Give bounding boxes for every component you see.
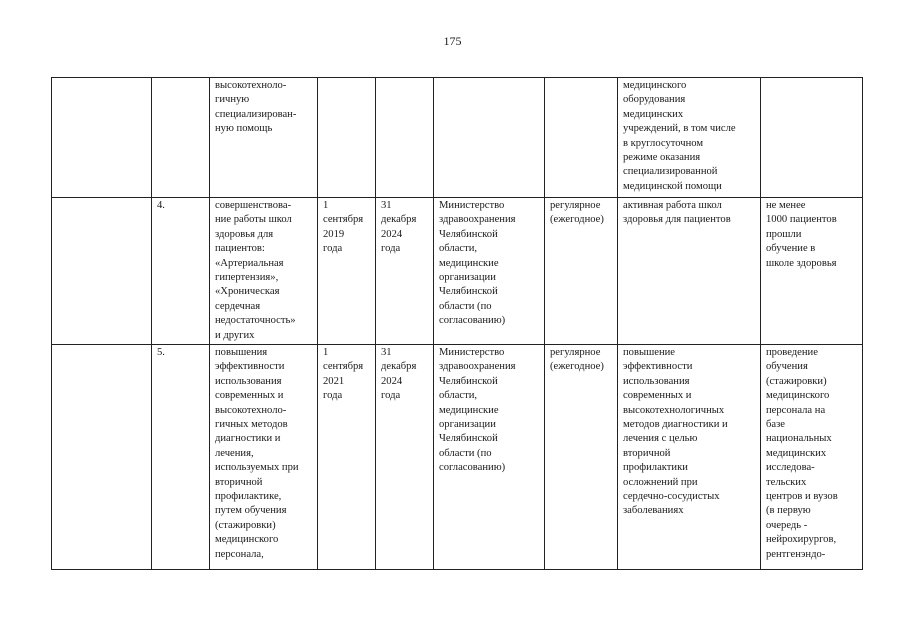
- end-date-cell: [376, 78, 434, 198]
- result-cell: медицинского оборудования медицинских учреждений, в том числе в круглосуточном режиме оказания специализированной медицинской помощи: [618, 78, 761, 198]
- end-date-cell: 31 декабря 2024 года: [376, 345, 434, 570]
- start-date-cell: 1 сентября 2021 года: [318, 345, 376, 570]
- measures-table: [51, 77, 863, 570]
- measure-cell: высокотехноло- гичную специализирован- ную помощь: [210, 78, 318, 198]
- table-row: [52, 198, 863, 345]
- empty-cell: [52, 78, 152, 198]
- indicator-cell: проведение обучения (стажировки) медицинского персонала на базе национальных медицинских исследова- тельских центров и вузов (в первую очередь - нейрохирургов, рентгенэндо-: [761, 345, 863, 570]
- indicator-cell: не менее 1000 пациентов прошли обучение в школе здоровья: [761, 198, 863, 345]
- end-date-cell: 31 декабря 2024 года: [376, 198, 434, 345]
- measure-cell: совершенствова- ние работы школ здоровья для пациентов: «Артериальная гипертензия», «Хроническая сердечная недостаточность» и других: [210, 198, 318, 345]
- start-date-cell: [318, 78, 376, 198]
- result-cell: повышение эффективности использования современных и высокотехнологичных методов диагностики и лечения с целью вторичной профилактики осложнений при сердечно-сосудистых заболеваниях: [618, 345, 761, 570]
- empty-cell: [52, 345, 152, 570]
- start-date-cell: 1 сентября 2019 года: [318, 198, 376, 345]
- measure-cell: повышения эффективности использования современных и высокотехноло- гичных методов диагностики и лечения, используемых при вторичной профилактике, путем обучения (стажировки) медицинского персонала,: [210, 345, 318, 570]
- table-row: [52, 78, 863, 198]
- periodicity-cell: регулярное (ежегодное): [545, 345, 618, 570]
- responsible-cell: Министерство здравоохранения Челябинской области, медицинские организации Челябинской области (по согласованию): [434, 345, 545, 570]
- empty-cell: [52, 198, 152, 345]
- responsible-cell: [434, 78, 545, 198]
- page-number: 175: [443, 34, 462, 48]
- row-number-cell: [152, 78, 210, 198]
- row-number-cell: 5.: [152, 345, 210, 570]
- responsible-cell: Министерство здравоохранения Челябинской области, медицинские организации Челябинской области (по согласованию): [434, 198, 545, 345]
- result-cell: активная работа школ здоровья для пациентов: [618, 198, 761, 345]
- periodicity-cell: [545, 78, 618, 198]
- indicator-cell: [761, 78, 863, 198]
- table-row: [52, 345, 863, 570]
- periodicity-cell: регулярное (ежегодное): [545, 198, 618, 345]
- row-number-cell: 4.: [152, 198, 210, 345]
